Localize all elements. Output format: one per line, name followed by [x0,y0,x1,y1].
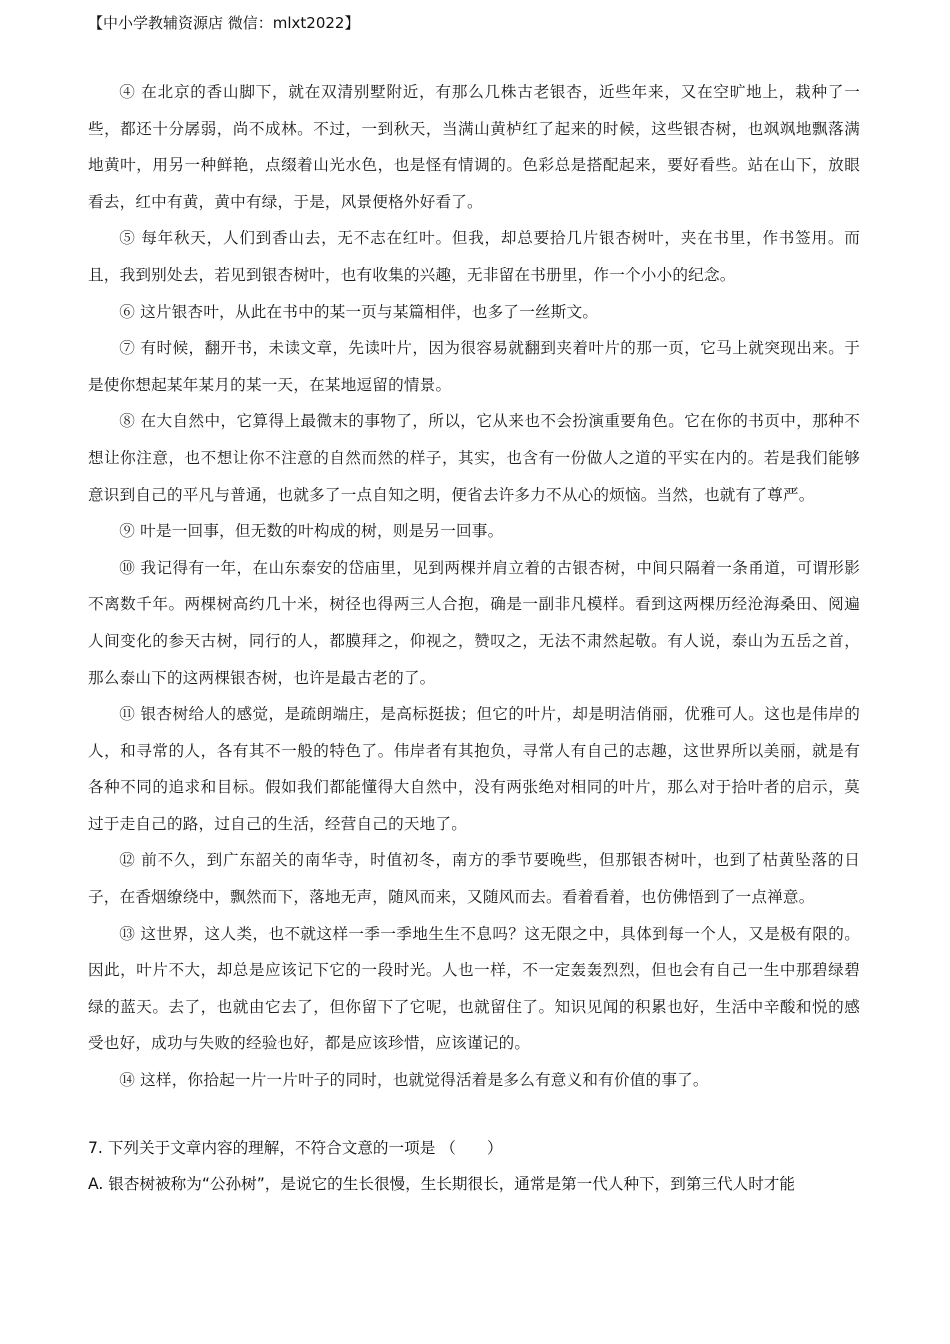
paragraph-10: ⑩ 我记得有一年，在山东泰安的岱庙里，见到两棵并肩立着的古银杏树，中间只隔着一条甬道，可谓形影不离数千年。两棵树高约几十米，树径也得两三人合抱，确是一副非凡模样。看到这两棵历经沧海桑田、阅遍人间变化的参天古树，同行的人，都膜拜之，仰视之，赞叹之，无法不肃然起敬。有人说，泰山为五岳之首，那么泰山下的这两棵银杏树，也许是最古老的了。 [88,558,860,687]
question-7 [88,1130,868,1202]
article-body [88,74,860,1099]
question-stem: 7. 下列关于文章内容的理解，不符合文意的一项是 （ ） [88,1139,503,1157]
source-watermark-header: 【中小学教辅资源店 微信：mlxt2022】 [88,14,360,32]
paragraph-5: ⑤ 每年秋天，人们到香山去，无不志在红叶。但我，却总要拾几片银杏树叶，夹在书里，作书签用。而且，我到别处去，若见到银杏树叶，也有收集的兴趣，无非留在书册里，作一个小小的纪念。 [88,229,860,284]
paragraph-13: ⑬ 这世界，这人类，也不就这样一季一季地生生不息吗？这无限之中，具体到每一个人，又是极有限的。因此，叶片不大，却总是应该记下它的一段时光。人也一样，不一定轰轰烈烈，但也会有自己一生中那碧绿碧绿的蓝天。去了，也就由它去了，但你留下了它呢，也就留住了。知识见闻的积累也好，生活中辛酸和悦的感受也好，成功与失败的经验也好，都是应该珍惜，应该谨记的。 [88,924,860,1053]
paragraph-8: ⑧ 在大自然中，它算得上最微末的事物了，所以，它从来也不会扮演重要角色。它在你的书页中，那种不想让你注意，也不想让你不注意的自然而然的样子，其实，也含有一份做人之道的平实在内的。若是我们能够意识到自己的平凡与普通，也就多了一点自知之明，便省去许多力不从心的烦恼。当然，也就有了尊严。 [88,412,860,504]
paragraph-14: ⑭ 这样，你拾起一片一片叶子的同时，也就觉得活着是多么有意义和有价值的事了。 [119,1071,709,1090]
paragraph-6: ⑥ 这片银杏叶，从此在书中的某一页与某篇相伴，也多了一丝斯文。 [119,302,599,321]
paragraph-11: ⑪ 银杏树给人的感觉，是疏朗端庄，是高标挺拔；但它的叶片，却是明洁俏丽，优雅可人。这也是伟岸的人，和寻常的人，各有其不一般的特色了。伟岸者有其抱负，寻常人有自己的志趣，这世界所以美丽，就是有各种不同的追求和目标。假如我们都能懂得大自然中，没有两张绝对相同的叶片，那么对于拾叶者的启示，莫过于走自己的路，过自己的生活，经营自己的天地了。 [88,705,860,833]
paragraph-12: ⑫ 前不久，到广东韶关的南华寺，时值初冬，南方的季节要晚些，但那银杏树叶，也到了枯黄坠落的日子，在香烟缭绕中，飘然而下，落地无声，随风而来，又随风而去。看着看着，也仿佛悟到了一点禅意。 [88,851,860,907]
option-a: A. 银杏树被称为“公孙树”，是说它的生长很慢，生长期很长，通常是第一代人种下，到第三代人时才能 [88,1175,795,1193]
paragraph-4: ④ 在北京的香山脚下，就在双清别墅附近，有那么几株古老银杏，近些年来，又在空旷地上，栽种了一些，都还十分孱弱，尚不成林。不过，一到秋天，当满山黄栌红了起来的时候，这些银杏树，也飒飒地飘落满地黄叶，用另一种鲜艳，点缀着山光水色，也是怪有情调的。色彩总是搭配起来，要好看些。站在山下，放眼看去，红中有黄，黄中有绿，于是，风景便格外好看了。 [88,83,860,211]
paragraph-9: ⑨ 叶是一回事，但无数的叶构成的树，则是另一回事。 [119,522,504,541]
paragraph-7: ⑦ 有时候，翻开书，未读文章，先读叶片，因为很容易就翻到夹着叶片的那一页，它马上就突现出来。于是使你想起某年某月的某一天，在某地逗留的情景。 [88,339,860,394]
